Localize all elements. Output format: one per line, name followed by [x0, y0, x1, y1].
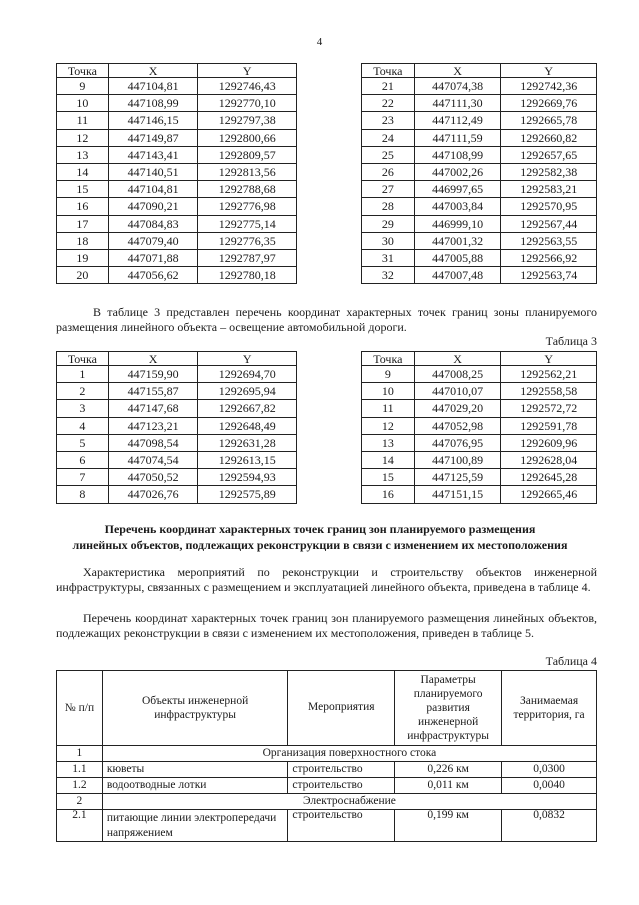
cell-y: 1292591,78: [501, 417, 597, 434]
table-row: [362, 417, 597, 434]
cell-y: 1292742,36: [501, 78, 597, 95]
t4-col-measures: Мероприятия: [288, 671, 395, 746]
cell-point: 12: [57, 129, 109, 146]
table-header-row: [57, 352, 297, 366]
cell-x: 447056,62: [108, 267, 198, 284]
table-header-row: [362, 64, 597, 78]
cell-point: 14: [362, 451, 415, 468]
table-row: [57, 267, 297, 284]
cell-point: 26: [362, 163, 415, 180]
t4-cell-num: 2.1: [57, 810, 103, 842]
cell-x: 447125,59: [414, 469, 501, 486]
cell-x: 446999,10: [414, 215, 501, 232]
cell-point: 1: [57, 366, 109, 383]
cell-y: 1292566,92: [501, 249, 597, 266]
t4-cell-area: 0,0300: [502, 762, 597, 778]
t4-cell-object: кюветы: [102, 762, 288, 778]
heading-line-1: Перечень координат характерных точек границ зон планируемого размещения: [104, 522, 536, 536]
cell-point: 23: [362, 112, 415, 129]
cell-y: 1292770,10: [198, 95, 297, 112]
col-header-point: Точка: [57, 352, 109, 366]
cell-x: 447002,26: [414, 163, 501, 180]
t4-cell-param: 0,226 км: [395, 762, 502, 778]
cell-x: 447026,76: [108, 486, 198, 503]
cell-y: 1292572,72: [501, 400, 597, 417]
col-header-x: X: [108, 64, 198, 78]
table3-left: [56, 351, 297, 504]
cell-x: 447074,38: [414, 78, 501, 95]
cell-x: 447003,84: [414, 198, 501, 215]
cell-y: 1292563,74: [501, 267, 597, 284]
table-header-row: [57, 64, 297, 78]
cell-point: 22: [362, 95, 415, 112]
cell-x: 447007,48: [414, 267, 501, 284]
cell-x: 447140,51: [108, 163, 198, 180]
table-header-row: [362, 352, 597, 366]
table4-caption: Таблица 4: [545, 654, 597, 668]
cell-point: 25: [362, 146, 415, 163]
t4-cell-num: 1.2: [57, 778, 103, 794]
t4-col-params: Параметры планируемого развития инженерной инфраструктуры: [395, 671, 502, 746]
table-row: [362, 232, 597, 249]
cell-x: 447149,87: [108, 129, 198, 146]
cell-point: 20: [57, 267, 109, 284]
table-row: [362, 383, 597, 400]
cell-point: 19: [57, 249, 109, 266]
cell-point: 5: [57, 434, 109, 451]
cell-point: 32: [362, 267, 415, 284]
cell-y: 1292813,56: [198, 163, 297, 180]
cell-point: 6: [57, 451, 109, 468]
cell-point: 21: [362, 78, 415, 95]
cell-x: 447112,49: [414, 112, 501, 129]
cell-x: 447098,54: [108, 434, 198, 451]
cell-point: 18: [57, 232, 109, 249]
cell-x: 447001,32: [414, 232, 501, 249]
table-row: [57, 434, 297, 451]
cell-y: 1292583,21: [501, 181, 597, 198]
cell-y: 1292788,68: [198, 181, 297, 198]
cell-y: 1292694,70: [198, 366, 297, 383]
col-header-y: Y: [198, 64, 297, 78]
col-header-y: Y: [501, 64, 597, 78]
table-row: [57, 181, 297, 198]
cell-point: 29: [362, 215, 415, 232]
table-row: [362, 267, 597, 284]
cell-y: 1292667,82: [198, 400, 297, 417]
table3-right: [361, 351, 597, 504]
col-header-y: Y: [501, 352, 597, 366]
heading-line-2: линейных объектов, подлежащих реконструкции в связи с изменением их местоположения: [72, 538, 568, 552]
table4-section-row: [57, 746, 597, 762]
table-row: [57, 198, 297, 215]
coordinates-table-right: [361, 63, 597, 284]
cell-x: 447005,88: [414, 249, 501, 266]
t4-cell-section-title: Электроснабжение: [102, 794, 596, 810]
table-row: [362, 129, 597, 146]
cell-x: 447010,07: [414, 383, 501, 400]
table3-caption: Таблица 3: [545, 334, 597, 348]
col-header-x: X: [414, 352, 501, 366]
cell-point: 13: [362, 434, 415, 451]
t4-cell-param: 0,199 км: [395, 810, 502, 842]
cell-point: 17: [57, 215, 109, 232]
table-row: [362, 112, 597, 129]
cell-y: 1292631,28: [198, 434, 297, 451]
cell-x: 447146,15: [108, 112, 198, 129]
table-row: [362, 249, 597, 266]
cell-point: 4: [57, 417, 109, 434]
cell-x: 446997,65: [414, 181, 501, 198]
cell-x: 447104,81: [108, 78, 198, 95]
table4-row: [57, 778, 597, 794]
table-row: [362, 215, 597, 232]
cell-y: 1292609,96: [501, 434, 597, 451]
cell-y: 1292665,46: [501, 486, 597, 503]
cell-y: 1292570,95: [501, 198, 597, 215]
col-header-x: X: [108, 352, 198, 366]
t4-cell-section-title: Организация поверхностного стока: [102, 746, 596, 762]
table-row: [362, 486, 597, 503]
cell-y: 1292746,43: [198, 78, 297, 95]
cell-x: 447111,30: [414, 95, 501, 112]
cell-point: 16: [57, 198, 109, 215]
table-row: [362, 400, 597, 417]
col-header-point: Точка: [362, 352, 415, 366]
cell-point: 3: [57, 400, 109, 417]
table-row: [57, 78, 297, 95]
cell-point: 15: [362, 469, 415, 486]
cell-x: 447108,99: [414, 146, 501, 163]
t4-cell-num: 2: [57, 794, 103, 810]
cell-x: 447076,95: [414, 434, 501, 451]
cell-y: 1292809,57: [198, 146, 297, 163]
col-header-x: X: [414, 64, 501, 78]
col-header-point: Точка: [362, 64, 415, 78]
cell-point: 13: [57, 146, 109, 163]
cell-x: 447155,87: [108, 383, 198, 400]
table-row: [57, 366, 297, 383]
paragraph-table5-intro: Перечень координат характерных точек границ зон планируемого размещения линейных объектов, подлежащих реконструкции в связи с изменением их местоположения, приведен в таблице 5.: [56, 611, 597, 640]
cell-y: 1292567,44: [501, 215, 597, 232]
cell-x: 447147,68: [108, 400, 198, 417]
coordinates-table-left: [56, 63, 297, 284]
table-row: [57, 486, 297, 503]
cell-x: 447050,52: [108, 469, 198, 486]
table4-engineering: [56, 670, 597, 842]
cell-point: 10: [57, 95, 109, 112]
cell-x: 447111,59: [414, 129, 501, 146]
table-row: [57, 146, 297, 163]
cell-x: 447123,21: [108, 417, 198, 434]
cell-x: 447104,81: [108, 181, 198, 198]
cell-y: 1292665,78: [501, 112, 597, 129]
cell-point: 9: [57, 78, 109, 95]
cell-x: 447071,88: [108, 249, 198, 266]
cell-y: 1292787,97: [198, 249, 297, 266]
table-row: [57, 249, 297, 266]
table-row: [57, 95, 297, 112]
table-row: [57, 215, 297, 232]
cell-point: 7: [57, 469, 109, 486]
cell-y: 1292800,66: [198, 129, 297, 146]
t4-col-num: № п/п: [57, 671, 103, 746]
t4-cell-area: 0,0040: [502, 778, 597, 794]
cell-point: 14: [57, 163, 109, 180]
cell-x: 447052,98: [414, 417, 501, 434]
cell-y: 1292695,94: [198, 383, 297, 400]
cell-point: 27: [362, 181, 415, 198]
table-row: [57, 451, 297, 468]
t4-cell-object: питающие линии электропередачи напряжением: [102, 810, 288, 842]
table4-header-row: [57, 671, 597, 746]
table-row: [362, 78, 597, 95]
table-row: [362, 146, 597, 163]
cell-y: 1292648,49: [198, 417, 297, 434]
cell-point: 24: [362, 129, 415, 146]
cell-x: 447151,15: [414, 486, 501, 503]
table-row: [362, 469, 597, 486]
cell-point: 2: [57, 383, 109, 400]
table-row: [57, 129, 297, 146]
table-row: [362, 434, 597, 451]
cell-x: 447108,99: [108, 95, 198, 112]
cell-y: 1292776,35: [198, 232, 297, 249]
cell-y: 1292575,89: [198, 486, 297, 503]
cell-y: 1292582,38: [501, 163, 597, 180]
cell-point: 31: [362, 249, 415, 266]
cell-point: 11: [57, 112, 109, 129]
table-row: [57, 112, 297, 129]
cell-point: 16: [362, 486, 415, 503]
cell-x: 447079,40: [108, 232, 198, 249]
table-row: [57, 469, 297, 486]
table-row: [362, 451, 597, 468]
cell-y: 1292558,58: [501, 383, 597, 400]
cell-x: 447143,41: [108, 146, 198, 163]
table4-row: [57, 762, 597, 778]
cell-y: 1292775,14: [198, 215, 297, 232]
table-row: [57, 232, 297, 249]
paragraph-table3-intro: В таблице 3 представлен перечень координат характерных точек границ зоны планируемого размещения линейного объекта – освещение автомобильной дороги.: [56, 305, 597, 334]
cell-y: 1292669,76: [501, 95, 597, 112]
t4-cell-object: водоотводные лотки: [102, 778, 288, 794]
cell-y: 1292657,65: [501, 146, 597, 163]
cell-point: 9: [362, 366, 415, 383]
table-row: [57, 417, 297, 434]
cell-y: 1292645,28: [501, 469, 597, 486]
table-row: [362, 181, 597, 198]
cell-x: 447159,90: [108, 366, 198, 383]
cell-y: 1292628,04: [501, 451, 597, 468]
cell-y: 1292780,18: [198, 267, 297, 284]
t4-cell-area: 0,0832: [502, 810, 597, 842]
section-heading: [40, 521, 600, 553]
cell-y: 1292660,82: [501, 129, 597, 146]
col-header-y: Y: [198, 352, 297, 366]
cell-point: 30: [362, 232, 415, 249]
cell-point: 11: [362, 400, 415, 417]
table-row: [57, 163, 297, 180]
cell-x: 447100,89: [414, 451, 501, 468]
cell-point: 12: [362, 417, 415, 434]
col-header-point: Точка: [57, 64, 109, 78]
cell-y: 1292797,38: [198, 112, 297, 129]
table-row: [362, 366, 597, 383]
t4-cell-param: 0,011 км: [395, 778, 502, 794]
cell-y: 1292776,98: [198, 198, 297, 215]
cell-x: 447008,25: [414, 366, 501, 383]
cell-x: 447090,21: [108, 198, 198, 215]
t4-col-area: Занимаемая территория, га: [502, 671, 597, 746]
cell-y: 1292563,55: [501, 232, 597, 249]
cell-x: 447029,20: [414, 400, 501, 417]
cell-point: 8: [57, 486, 109, 503]
t4-cell-num: 1: [57, 746, 103, 762]
cell-y: 1292562,21: [501, 366, 597, 383]
table-row: [57, 400, 297, 417]
page-number: 4: [316, 36, 323, 48]
cell-point: 10: [362, 383, 415, 400]
t4-cell-measure: строительство: [288, 762, 395, 778]
cell-x: 447074,54: [108, 451, 198, 468]
t4-cell-measure: строительство: [288, 810, 395, 842]
cell-x: 447084,83: [108, 215, 198, 232]
table4-section-row: [57, 794, 597, 810]
table-row: [362, 95, 597, 112]
table4-row: [57, 810, 597, 842]
table-row: [362, 198, 597, 215]
table-row: [362, 163, 597, 180]
paragraph-table4-intro: Характеристика мероприятий по реконструкции и строительству объектов инженерной инфраструктуры, связанных с размещением и эксплуатацией линейного объекта, приведена в таблице 4.: [56, 565, 597, 594]
t4-col-objects: Объекты инженерной инфраструктуры: [102, 671, 288, 746]
cell-point: 15: [57, 181, 109, 198]
t4-cell-measure: строительство: [288, 778, 395, 794]
cell-point: 28: [362, 198, 415, 215]
t4-cell-num: 1.1: [57, 762, 103, 778]
cell-y: 1292613,15: [198, 451, 297, 468]
cell-y: 1292594,93: [198, 469, 297, 486]
table-row: [57, 383, 297, 400]
